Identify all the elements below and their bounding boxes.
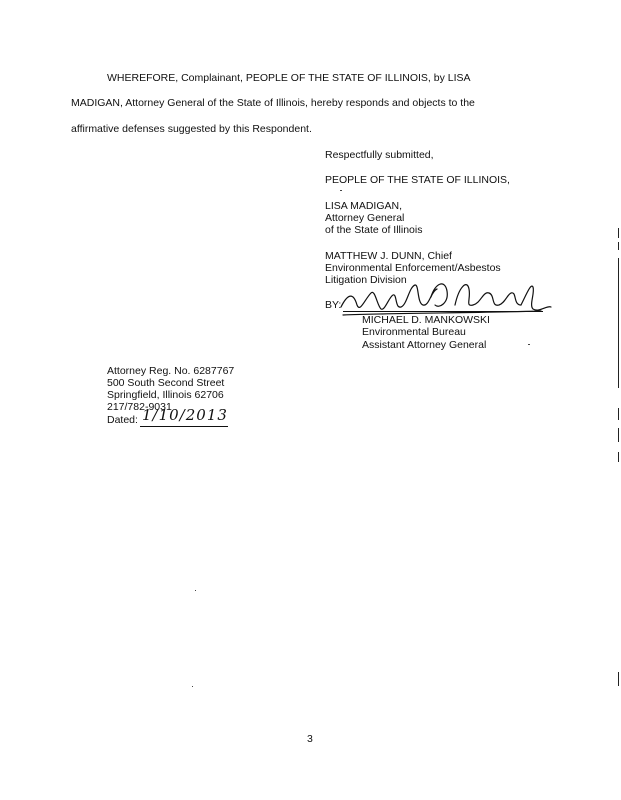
attorney-general-name: LISA MADIGAN, [325,200,403,212]
scan-edge-mark [618,452,619,462]
chief-name: MATTHEW J. DUNN, Chief [325,250,452,262]
chief-division-line-2: Litigation Division [325,274,407,286]
signature-line [343,311,543,312]
people-of-state: PEOPLE OF THE STATE OF ILLINOIS, [325,174,510,186]
scan-speck [195,590,196,591]
attorney-general-title: Attorney General [325,212,405,224]
scan-speck [192,686,193,687]
attorney-general-state: of the State of Illinois [325,224,423,236]
scan-edge-mark [618,672,619,686]
city-state-zip: Springfield, Illinois 62706 [107,389,224,401]
signer-name: MICHAEL D. MANKOWSKI [362,314,490,326]
signer-title: Assistant Attorney General [362,339,487,351]
phone-number: 217/782-9031 [107,401,172,413]
paragraph-line-1: WHEREFORE, Complainant, PEOPLE OF THE STATE OF ILLINOIS, by LISA [107,72,471,84]
scan-speck [528,344,530,345]
scan-speck [340,190,342,191]
signer-bureau: Environmental Bureau [362,326,466,338]
dated-label: Dated: [107,414,138,426]
attorney-reg-no: Attorney Reg. No. 6287767 [107,365,235,377]
dated-line [140,426,228,427]
scan-edge-mark [618,428,619,442]
dated-value: 1/10/2013 [142,406,228,424]
paragraph-line-3: affirmative defenses suggested by this Respondent. [71,123,312,135]
chief-division-line-1: Environmental Enforcement/Asbestos [325,262,501,274]
scan-edge-mark [618,228,619,238]
paragraph-line-2: MADIGAN, Attorney General of the State of Illinois, hereby responds and objects to the [71,97,475,109]
street-address: 500 South Second Street [107,377,225,389]
respectfully-submitted: Respectfully submitted, [325,149,434,161]
page-number: 3 [307,733,313,745]
scan-edge-mark [618,258,619,388]
scan-edge-mark [618,242,619,250]
by-label: BY: [325,299,342,311]
scan-edge-mark [618,408,619,420]
